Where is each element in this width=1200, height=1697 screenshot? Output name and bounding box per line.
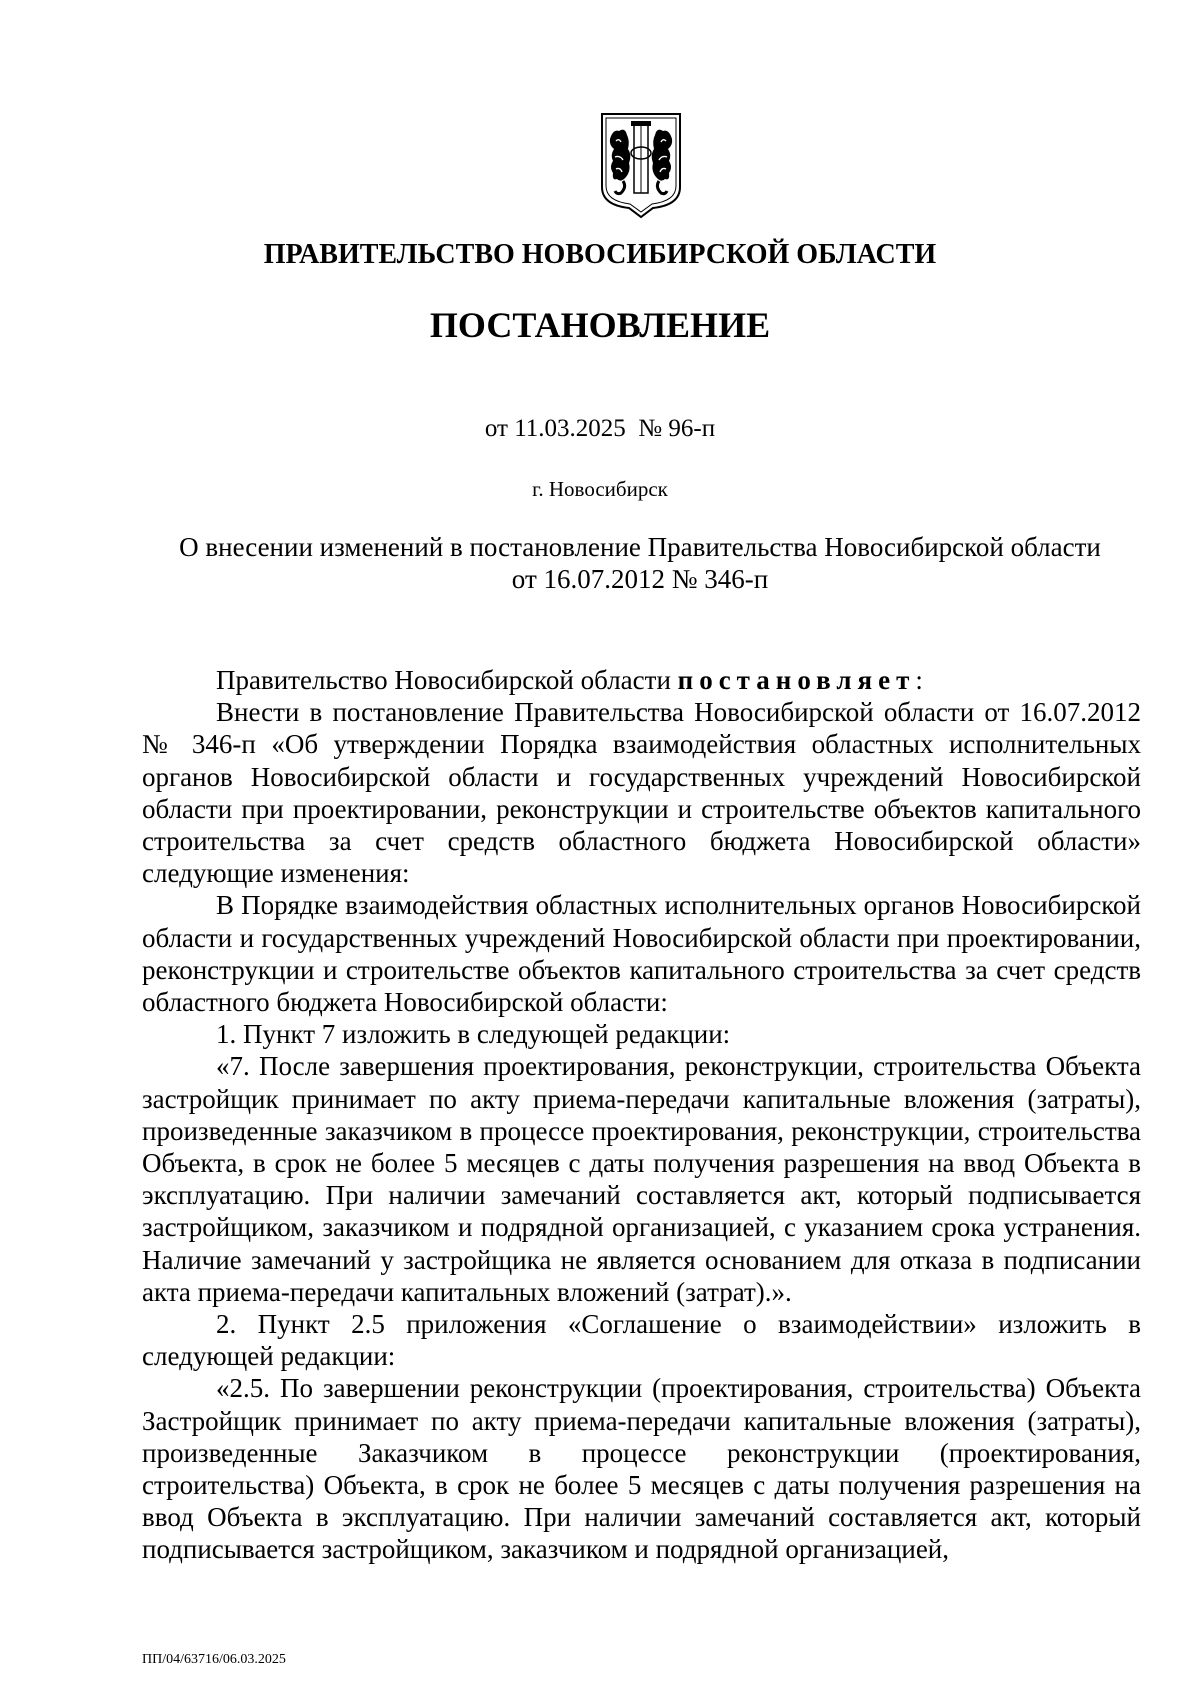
- document-body: [142, 664, 1141, 1566]
- subject-line-2: от 16.07.2012 № 346-п: [511, 564, 769, 594]
- subject-line-1: О внесении изменений в постановление Правительства Новосибирской области: [179, 532, 1101, 562]
- paragraph-procedure: В Порядке взаимодействия областных исполнительных органов Новосибирской области и государственных учреждений Новосибирской области при проектировании, реконструкции и строительстве объектов капитального строительства за счет средств областного бюджета Новосибирской области:: [142, 890, 1141, 1018]
- document-code: ПП/04/63716/06.03.2025: [142, 1652, 286, 1667]
- intro-paragraph: [142, 664, 1141, 696]
- coat-of-arms-icon: [599, 111, 683, 219]
- government-title: ПРАВИТЕЛЬСТВО НОВОСИБИРСКОЙ ОБЛАСТИ: [263, 239, 937, 270]
- intro-suffix: :: [915, 665, 923, 695]
- document-type: ПОСТАНОВЛЕНИЕ: [429, 305, 771, 345]
- intro-prefix: Правительство Новосибирской области: [216, 665, 678, 695]
- paragraph-item-1: 1. Пункт 7 изложить в следующей редакции:: [216, 1019, 731, 1050]
- paragraph-item-2-5-text: «2.5. По завершении реконструкции (проектирования, строительства) Объекта Застройщик принимает по акту приема-передачи капитальные вложения (затраты), произведенные Заказчиком в процессе реконструкции (проектирования, строительства) Объекта, в срок не более 5 месяцев с даты получения разрешения на ввод Объекта в эксплуатацию. При наличии замечаний составляется акт, который подписывается застройщиком, заказчиком и подрядной организацией,: [142, 1373, 1141, 1565]
- paragraph-item-2: 2. Пункт 2.5 приложения «Соглашение о взаимодействии» изложить в следующей редакции:: [142, 1309, 1141, 1372]
- paragraph-amend: Внести в постановление Правительства Новосибирской области от 16.07.2012 № 346-п «Об утверждении Порядка взаимодействия областных исполнительных органов Новосибирской области и государственных учреждений Новосибирской области при проектировании, реконструкции и строительстве объектов капитального строительства за счет средств областного бюджета Новосибирской области» следующие изменения:: [142, 697, 1141, 889]
- document-subject: [140, 531, 1140, 595]
- document-date-number: от 11.03.2025 № 96-п: [484, 415, 716, 442]
- document-city: г. Новосибирск: [532, 477, 668, 501]
- intro-verb: постановляет: [677, 665, 916, 695]
- paragraph-item-7-text: «7. После завершения проектирования, реконструкции, строительства Объекта застройщик принимает по акту приема-передачи капитальные вложения (затраты), произведенные заказчиком в процессе проектирования, реконструкции, строительства Объекта, в срок не более 5 месяцев с даты получения разрешения на ввод Объекта в эксплуатацию. При наличии замечаний составляется акт, который подписывается застройщиком, заказчиком и подрядной организацией, с указанием срока устранения. Наличие замечаний у застройщика не является основанием для отказа в подписании акта приема-передачи капитальных вложений (затрат).».: [142, 1051, 1141, 1307]
